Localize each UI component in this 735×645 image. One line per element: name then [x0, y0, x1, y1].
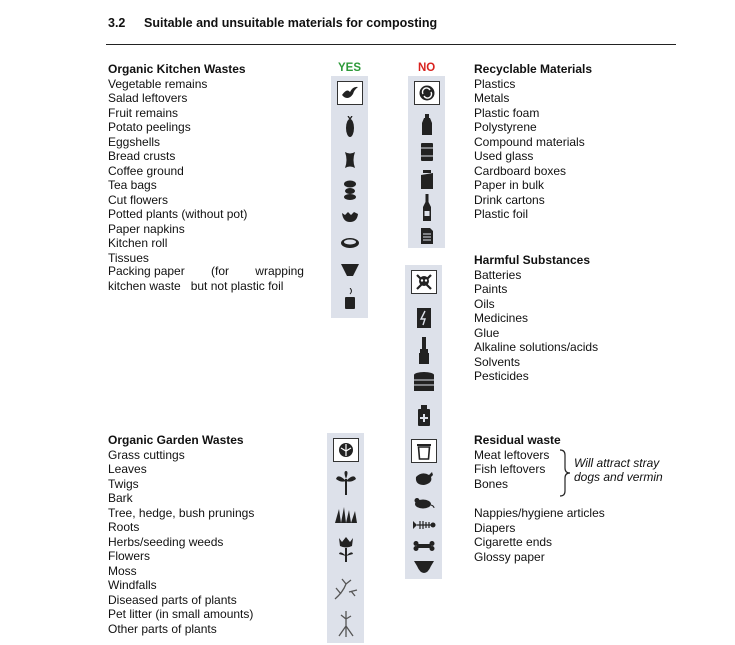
list-item: Leaves	[108, 462, 147, 476]
residual-waste-title: Residual waste	[474, 433, 561, 447]
garden-wastes-title: Organic Garden Wastes	[108, 433, 244, 447]
bone-icon	[413, 541, 435, 551]
list-item: Cut flowers	[108, 192, 169, 207]
list-item: Drink cartons	[474, 192, 545, 207]
list-item: Potted plants (without pot)	[108, 207, 248, 221]
apple-core-icon	[344, 150, 356, 170]
kitchen-wastes-list	[108, 62, 247, 265]
garden-wastes-list	[108, 433, 254, 636]
jar-icon	[420, 170, 434, 190]
list-item: Bark	[108, 491, 133, 505]
list-item: Grass cuttings	[108, 447, 185, 462]
battery-icon	[416, 307, 432, 329]
harmful-substances-title: Harmful Substances	[474, 253, 591, 267]
mouse-icon	[413, 497, 435, 509]
list-item: Vegetable remains	[108, 76, 208, 91]
list-item: Used glass	[474, 149, 534, 163]
list-item: Potato peelings	[108, 120, 191, 134]
list-item: Roots	[108, 520, 140, 534]
meat-icon	[414, 471, 434, 487]
root-icon	[336, 611, 356, 637]
list-item: Solvents	[474, 354, 521, 369]
list-item: Moss	[108, 563, 137, 578]
bread-icon	[340, 237, 360, 249]
section-number: 3.2	[108, 16, 126, 30]
packing-word-1: Packing paper	[108, 264, 185, 278]
heading-rule	[106, 44, 676, 45]
curly-brace	[558, 449, 572, 502]
recyclable-materials-title: Recyclable Materials	[474, 62, 593, 76]
tea-bag-icon	[343, 288, 357, 310]
packing-word-3: wrapping	[255, 264, 304, 278]
kitchen-wastes-title: Organic Kitchen Wastes	[108, 62, 246, 76]
list-item: Twigs	[108, 476, 139, 491]
vermin-note	[574, 456, 663, 484]
bottle-icon	[421, 114, 433, 136]
list-item: Medicines	[474, 311, 529, 325]
list-item: Kitchen roll	[108, 236, 168, 250]
plant-icon	[335, 471, 357, 495]
list-item: Alkaline solutions/acids	[474, 340, 599, 354]
list-item: Tea bags	[108, 178, 157, 192]
list-item: Diseased parts of plants	[108, 592, 237, 607]
residual-waste-list-2	[474, 506, 605, 564]
nappy-icon	[413, 560, 435, 574]
section-title: Suitable and unsuitable materials for composting	[144, 16, 438, 30]
list-item: Glue	[474, 325, 500, 340]
no-harmful-residual-strip	[405, 265, 442, 579]
packing-paper-item	[108, 264, 304, 293]
vegetable-icon	[345, 116, 355, 138]
compost-bird-icon	[337, 81, 363, 105]
list-item: Herbs/seeding weeds	[108, 534, 224, 549]
list-item: Bones	[474, 476, 509, 491]
list-item: Plastic foil	[474, 207, 529, 221]
list-item: Pesticides	[474, 369, 529, 383]
packing-word-2: (for	[211, 264, 229, 278]
paint-can-icon	[413, 371, 435, 393]
list-item: Oils	[474, 296, 495, 311]
packing-line-2: kitchen waste but not plastic foil	[108, 278, 284, 293]
list-item: Meat leftovers	[474, 447, 550, 462]
no-recyclable-strip	[408, 76, 445, 248]
paper-icon	[420, 227, 434, 245]
wine-bottle-icon	[422, 194, 432, 222]
list-item: Fish leftovers	[474, 462, 546, 476]
paintbrush-icon	[417, 337, 431, 365]
list-item: Polystyrene	[474, 120, 537, 134]
list-item: Other parts of plants	[108, 621, 217, 636]
medicine-icon	[417, 405, 431, 427]
list-item: Coffee ground	[108, 163, 184, 178]
list-item: Glossy paper	[474, 549, 545, 564]
vermin-note-line-2: dogs and vermin	[574, 470, 663, 484]
grass-icon	[334, 507, 358, 523]
flower-icon	[337, 536, 355, 562]
no-label: NO	[418, 62, 436, 74]
yes-kitchen-strip	[331, 76, 368, 318]
list-item: Cardboard boxes	[474, 163, 567, 178]
list-item: Windfalls	[108, 578, 157, 592]
list-item: Paints	[474, 282, 508, 296]
vermin-note-line-1: Will attract stray	[574, 456, 660, 470]
list-item: Compound materials	[474, 134, 585, 149]
skull-icon	[411, 270, 437, 294]
harmful-substances-list	[474, 253, 598, 384]
list-item: Metals	[474, 91, 510, 105]
list-item: Eggshells	[108, 134, 161, 149]
list-item: Bread crusts	[108, 149, 176, 163]
list-item: Diapers	[474, 520, 516, 535]
yes-garden-strip	[327, 433, 364, 643]
list-item: Plastic foam	[474, 105, 540, 120]
list-item: Paper in bulk	[474, 178, 545, 192]
recyclable-materials-list	[474, 62, 592, 222]
list-item: Plastics	[474, 76, 516, 91]
potato-icon	[343, 179, 357, 201]
list-item: Nappies/hygiene articles	[474, 506, 605, 520]
compost-leaf-icon	[333, 438, 359, 462]
list-item: Tissues	[108, 250, 149, 265]
fish-bone-icon	[412, 520, 436, 530]
list-item: Tree, hedge, bush prunings	[108, 505, 255, 520]
list-item: Batteries	[474, 267, 522, 282]
list-item: Fruit remains	[108, 105, 179, 120]
branch-icon	[333, 578, 359, 600]
list-item: Salad leftovers	[108, 91, 188, 105]
coffee-filter-icon	[340, 263, 360, 277]
bin-icon	[411, 439, 437, 463]
list-item: Paper napkins	[108, 221, 185, 236]
list-item: Cigarette ends	[474, 535, 553, 549]
list-item: Flowers	[108, 549, 151, 563]
residual-waste-list	[474, 433, 561, 491]
yes-label: YES	[338, 62, 362, 74]
section-heading	[108, 16, 437, 30]
can-icon	[420, 142, 434, 162]
list-item: Pet litter (in small amounts)	[108, 607, 254, 621]
recycle-icon	[414, 81, 440, 105]
eggshell-icon	[341, 211, 359, 223]
